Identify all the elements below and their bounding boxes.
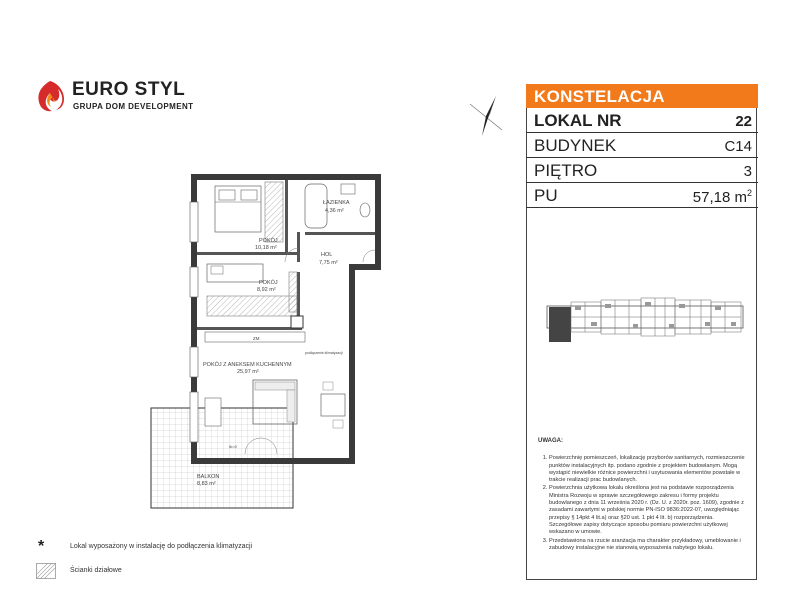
row-label: PIĘTRO xyxy=(534,161,598,180)
room-area: 25,97 m² xyxy=(237,369,259,375)
row-label: BUDYNEK xyxy=(534,136,617,155)
area-unit-sup: 2 xyxy=(746,188,752,198)
room-name: BALKON xyxy=(197,474,220,480)
room-area: 7,75 m² xyxy=(319,260,338,266)
note-item: 2. Powierzchnia użytkowa lokalu określona jest na podstawie rozporządzenia Ministra Rozwoju w sprawie szczegółowego zakresu i formy projektu budowlanego z dnia 11 września 2020 r. (Dz. U. z 2020r. poz. 1609), zgodnie z zasadami zawartymi w polskiej normie PN-ISO 9836:2022-07, uwzględniając przepisy § 14pkt 4 lit.a) oraz §20 ust. 1 pkt 4 lit. b) rozporządzenia. Szczegółowe zapisy dotyczące sposobu pomiaru powierzchni użytkowej wskazano w umowie. xyxy=(549,485,748,536)
logo-subtitle: GRUPA DOM DEVELOPMENT xyxy=(73,102,194,111)
usable-area-row xyxy=(526,183,758,208)
partition-wall-hatch-icon xyxy=(36,563,56,579)
legend-partition-text: Ścianki działowe xyxy=(70,567,122,574)
legend-ac-text: Lokal wyposażony w instalację do podłączenia klimatyzacji xyxy=(70,543,253,550)
room-name: POKÓJ xyxy=(259,238,278,244)
zm-label: ZM xyxy=(253,336,260,341)
north-arrow-icon xyxy=(466,92,506,142)
euro-styl-logo xyxy=(34,79,224,115)
row-label: PU xyxy=(534,186,558,205)
building-key-plan xyxy=(545,292,745,342)
row-value: 3 xyxy=(743,163,752,180)
row-value: C14 xyxy=(724,138,752,155)
floor-plan xyxy=(145,172,395,517)
unit-number-row xyxy=(526,108,758,133)
ac-connection-label: podłączenie klimatyzacji xyxy=(305,351,343,355)
asterisk-icon: * xyxy=(38,538,45,555)
area-value: 57,18 m xyxy=(692,189,747,206)
room-area: 4,36 m² xyxy=(325,208,344,214)
logo-name: EURO STYL xyxy=(72,79,186,100)
flame-logo-icon xyxy=(34,79,66,113)
notes-block xyxy=(538,438,748,553)
room-area: 8,92 m² xyxy=(257,287,276,293)
note-item: 3. Przedstawiona na rzucie aranżacja ma charakter przykładowy, umeblowanie i zabudowy instalacyjne nie stanowią wyposażenia nabytego lokalu. xyxy=(549,538,748,553)
room-name: ŁAZIENKA xyxy=(323,200,350,206)
project-name: KONSTELACJA xyxy=(526,84,758,108)
row-label: LOKAL NR xyxy=(534,111,622,130)
room-name: POKÓJ xyxy=(259,280,278,286)
room-name: POKÓJ Z ANEKSEM KUCHENNYM xyxy=(203,362,292,368)
row-value: 22 xyxy=(735,113,752,130)
room-name: HOL xyxy=(321,252,333,258)
room-area: 10,18 m² xyxy=(255,245,277,251)
door-note-label: Ib=0 xyxy=(229,444,237,449)
row-value xyxy=(693,188,752,206)
floor-row xyxy=(526,158,758,183)
notes-title: UWAGA: xyxy=(538,438,563,444)
building-row xyxy=(526,133,758,158)
info-panel xyxy=(526,84,758,208)
room-area: 8,83 m² xyxy=(197,481,216,487)
note-item: 1. Powierzchnię pomieszczeń, lokalizację przyborów sanitarnych, rozmieszczenie punktów instalacyjnych itp. podano zgodnie z projektem budowlanym. Mogą wystąpić niewielkie różnice powierzchni i usytuowania elementów powstałe w trakcie realizacji prac budowlanych. xyxy=(549,455,748,484)
